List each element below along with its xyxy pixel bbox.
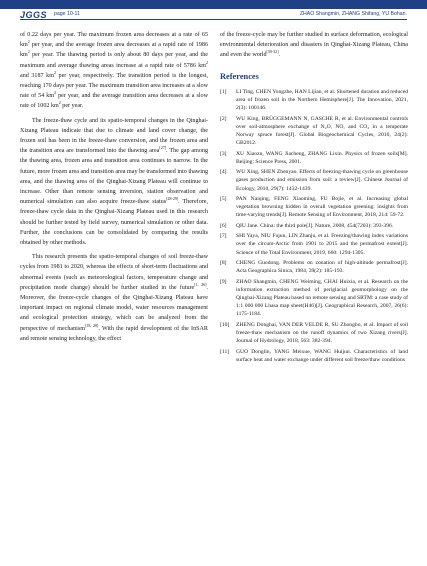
reference-number: [2] xyxy=(220,115,227,122)
right-column xyxy=(220,30,408,366)
reference-number: [7] xyxy=(220,233,227,240)
reference-number: [11] xyxy=(220,348,230,355)
reference-item xyxy=(220,150,408,166)
reference-item xyxy=(220,195,408,220)
reference-text: GUO Donglin, YANG Meixue, WANG Huijun. Characteristics of land surface heat and water exchange under different soil freeze/thaw conditions xyxy=(236,348,408,363)
reference-text: ZHAO Shangmin, CHENG Weiming, CHAI Huixia, et al. Research on the information extraction method of periglacial geomorphology on the Qinghai-Xizang Plateau based on remote sensing and SRTM: a case study of 1:1 000 000 Lhasa map sheet(H46)[J]. Geographical Research, 2007, 26(6): 1175-1184. xyxy=(236,278,408,318)
header-divider xyxy=(20,19,407,20)
reference-item xyxy=(220,232,408,257)
reference-item xyxy=(220,348,408,364)
body-paragraph: This research presents the spatio-temporal changes of soil freeze-thaw cycles from 1981 to 2020, whereas the effects of short-term fluctuations and abnormal events (such as meteorological factors, temperature change and precipitation mode change) should be further studied in the future[1, 26]. Moreover, the freeze-cycle changes of the Qinghai-Xizang Plateau have important impact on regional climate model, water resources management and ecological protection strategy, which can be analyzed from the perspective of mechanism[18, 28]. With the rapid development of the InSAR and remote sensing technology, the effect xyxy=(20,254,208,342)
reference-text: WU Xing, SHEN Zhenyao. Effects of freezing-thawing cycle on greenhouse gases production and emission from soil: a review[J]. Chinese Journal of Ecology, 2010, 29(7): 1432-1439. xyxy=(236,169,408,192)
header-bar xyxy=(0,0,427,9)
reference-number: [9] xyxy=(220,278,227,285)
reference-item xyxy=(220,222,408,230)
page-range: page 10-11 xyxy=(54,11,80,17)
reference-number: [4] xyxy=(220,169,227,176)
journal-logo: JGGS xyxy=(20,10,48,20)
body-paragraph: of 0.22 days per year. The maximum frozen area decreases at a rate of 65 $km^2$ per year, and the average frozen area decreases at a rapid rate of 1986 $km^2$ per year. The thawing period is only about 80 days per year, and the maximum and average thawing areas increase at a rapid rate of 5786 $km^2$ and 3187 $km^2$ per year, respectively. The transition period is the longest, reaching 170 days per year. The maximum transition area increases at a slow rate of 54 $km^2$ per year, and the average transition area decreases at a slow rate of 1002 $km^2$ per year. xyxy=(20,32,208,110)
reference-text: WU King, BRÜGGEMANN N, GASCHE R, et al. Environmental controls over soil-atmosphere exchange of N₂O, NO, and CO₂ in a temperate Norway spruce forest[J]. Global Biogeochemical Cycles, 2010, 24(2): GB2012. xyxy=(236,115,408,147)
running-authors: ZHAO Shangmin, ZHANG Shifang, YU Bohan. xyxy=(299,11,407,17)
body-paragraph: of the freeze-cycle may be further studied in surface deformation, ecological environmental deterioration and disasters in Qinghai-Xizang Plateau, China and even the world[30-32]. xyxy=(220,32,408,59)
references-heading: References xyxy=(220,71,259,81)
reference-number: [3] xyxy=(220,150,227,157)
reference-text: PAN Naiqing, FENG Xiaoming, FU Bojie, et al. Increasing global vegetation browning hidden in overall vegetation greening: insights from time-varying trends[J]. Remote Sensing of Environment, 2018, 214: 59-72. xyxy=(236,196,408,219)
reference-text: XU Xiaozu, WANG Jiacheng, ZHANG Lixin. Physics of frozen soils[M]. Beijing: Science Press, 2001. xyxy=(236,150,408,165)
reference-text: ZHENG Donghai, VAN DER VELDE R, SU Zhongbo, et al. Impact of soil freeze-thaw mechanism on the runoff dynamics of two Xizang rivers[J]. Journal of Hydrology, 2018, 563: 382-394. xyxy=(236,321,408,345)
reference-number: [10] xyxy=(220,321,230,328)
reference-text: SHI Yaya, NIU Fujun, LIN Zhanju, et al. Freezing/thawing index variations over the circum-Arctic from 1901 to 2015 and the permafrost extent[J]. Science of the Total Environment, 2019, 660: 1294-1305. xyxy=(236,233,408,256)
reference-list xyxy=(220,88,408,364)
body-paragraph: The freeze-thaw cycle and its spatio-temporal changes in the Qinghai-Xizang Plateau indicate that due to climate and land cover change, the frozen soil has been in the freeze-thaw conversion, and the frozen area and the transition area are transformed into the thawing area[27]. The gap among the thawing area, frozen area and transition area continues to narrow. In the future, more frozen area and transition area may be transformed into thawing area, and the thawing area of the Qinghai-Xizang Plateau will continue to increase. Other than remote sensing inversion, station observation and numerical simulation can also acquire freeze-thaw status[28-29]. Therefore, freeze-thaw cycle data in the Qinghai-Xizang Plateau used in this research should be further tested by field survey, numerical simulation or other data. Further, the conclusions can be consolidated by comparing the results obtained by other methods. xyxy=(20,117,209,247)
reference-item xyxy=(220,88,408,113)
reference-item xyxy=(220,259,408,275)
reference-item xyxy=(220,278,408,319)
reference-item xyxy=(220,115,408,148)
reference-item xyxy=(220,321,408,346)
reference-item xyxy=(220,168,408,193)
reference-number: [1] xyxy=(220,88,227,95)
left-column xyxy=(20,30,208,344)
reference-number: [8] xyxy=(220,259,227,266)
reference-number: [6] xyxy=(220,222,227,229)
reference-text: CHENG Guodong. Problems on zonation of high-altitude permafrost[J]. Acta Geographica Sinica, 1984, 39(2): 185-193. xyxy=(236,259,408,275)
reference-text: QIU Jane. China: the third pole[J]. Nature, 2008, 454(7203): 393-396. xyxy=(236,222,394,229)
reference-text: LI Ting, CHEN Yongzhe, HAN Lijian, et al. Shortened duration and reduced area of frozen soil in the Northern Hemisphere[J]. The Innovation, 2021, 2(3): 100146. xyxy=(236,88,408,112)
page-header xyxy=(0,0,427,24)
reference-number: [5] xyxy=(220,196,227,202)
